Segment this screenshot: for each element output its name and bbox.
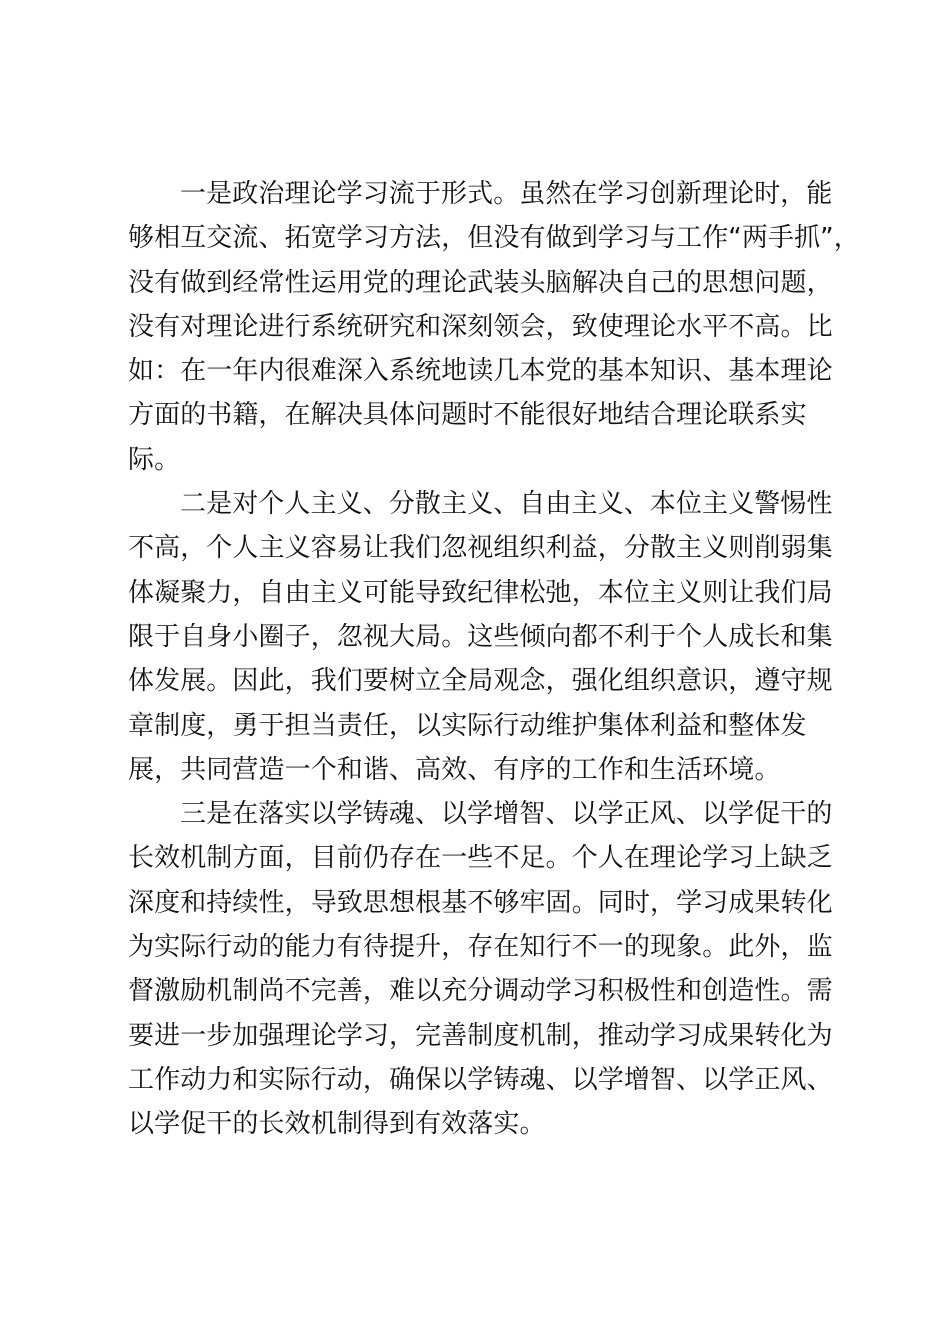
paragraph-line: 际。 <box>128 444 181 475</box>
document-body <box>128 172 860 1147</box>
paragraph-3 <box>128 792 833 1146</box>
paragraph-line: 深度和持续性，导致思想根基不够牢固。同时，学习成果转化 <box>128 887 833 918</box>
paragraph-line: 没有做到经常性运用党的理论武装头脑解决自己的思想问题， <box>128 267 833 298</box>
paragraph-1 <box>128 172 860 482</box>
paragraph-line: 限于自身小圈子，忽视大局。这些倾向都不利于个人成长和集 <box>128 621 833 652</box>
paragraph-line: 一是政治理论学习流于形式。虽然在学习创新理论时，能 <box>180 179 833 209</box>
paragraph-line: 方面的书籍，在解决具体问题时不能很好地结合理论联系实 <box>128 400 807 431</box>
paragraph-line: 展，共同营造一个和谐、高效、有序的工作和生活环境。 <box>128 754 781 785</box>
paragraph-line: 没有对理论进行系统研究和深刻领会，致使理论水平不高。比 <box>128 311 833 342</box>
paragraph-line: 章制度，勇于担当责任，以实际行动维护集体利益和整体发 <box>128 710 807 741</box>
paragraph-line: 二是对个人主义、分散主义、自由主义、本位主义警惕性 <box>180 489 833 520</box>
paragraph-line: 督激励机制尚不完善，难以充分调动学习积极性和创造性。需 <box>128 976 833 1007</box>
paragraph-line: 够相互交流、拓宽学习方法，但没有做到学习与工作“两手抓”， <box>128 223 860 254</box>
paragraph-line: 工作动力和实际行动，确保以学铸魂、以学增智、以学正风、 <box>128 1064 833 1095</box>
paragraph-line: 体凝聚力，自由主义可能导致纪律松弛，本位主义则让我们局 <box>128 577 833 608</box>
paragraph-line: 体发展。因此，我们要树立全局观念，强化组织意识，遵守规 <box>128 666 833 697</box>
paragraph-line: 三是在落实以学铸魂、以学增智、以学正风、以学促干的 <box>180 799 833 830</box>
paragraph-line: 要进一步加强理论学习，完善制度机制，推动学习成果转化为 <box>128 1020 833 1051</box>
paragraph-2 <box>128 482 833 792</box>
paragraph-line: 如：在一年内很难深入系统地读几本党的基本知识、基本理论 <box>128 356 833 387</box>
paragraph-line: 为实际行动的能力有待提升，存在知行不一的现象。此外，监 <box>128 932 833 963</box>
paragraph-line: 长效机制方面，目前仍存在一些不足。个人在理论学习上缺乏 <box>128 843 833 874</box>
paragraph-line: 以学促干的长效机制得到有效落实。 <box>128 1109 546 1140</box>
paragraph-line: 不高，个人主义容易让我们忽视组织利益，分散主义则削弱集 <box>128 533 833 564</box>
